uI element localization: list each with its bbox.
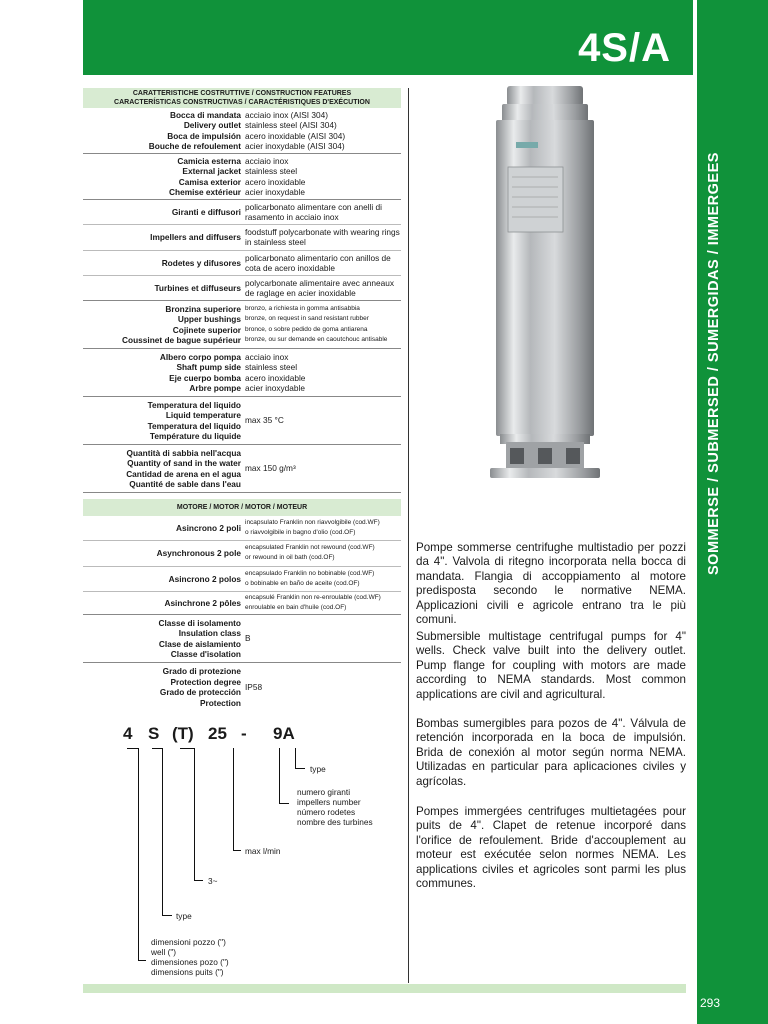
side-band-divider	[693, 0, 697, 1024]
line-flow-h	[233, 850, 241, 851]
protection-degree-row: Grado di protezione Protection degree Grado de protección Protection IP58	[159, 666, 263, 708]
line-phase-v	[194, 748, 195, 880]
code-part-impellers: 9A	[273, 724, 295, 743]
line-impellers-h	[279, 803, 289, 804]
construction-header: CARATTERISTICHE COSTRUTTIVE / CONSTRUCTION FEATURES CARACTERÍSTICAS CONSTRUCTIVAS / CARACTÉRISTIQUES D'EXÉCUTION	[83, 88, 401, 108]
motor-table	[83, 499, 401, 711]
sand-quantity-row: Quantità di sabbia nell'acqua Quantity of sand in the water Cantidad de arena en el agua Quantité de sable dans l'eau max 150 g/m³	[83, 445, 401, 493]
annotation-phase: 3~	[208, 876, 218, 886]
page-title: 4S/A	[578, 26, 671, 70]
impellers-row: Giranti e diffusori policarbonato alimentare con anelli di rasamento in acciaio inox Impellers and diffusers foodstuff polycarbonate with wearing rings in stainless steel Rodetes y difusores policarbonato alimentario con anillos de cota de acero inoxidable Turbines et diffuseurs polycarbonate alimentaire avec anneaux de raglage en acier inoxidable	[83, 200, 401, 301]
motor-type-row: Asincrono 2 poli incapsulato Franklin non riavvolgibile (cod.WF) o riavvolgibile in bagno d'olio (cod.OF) Asynchronous 2 pole encapsulated Franklin not rewound (cod.WF) or rewound in oil bath (cod.OF) Asincrono 2 polos encapsulado Franklin no bobinable (cod.WF) o bobinable en baño de aceite (cod.OF) Asinchrone 2 pôles encapsulé Franklin non re-enroulable (cod.WF) enroulable en bain d'huile (cod.OF)	[83, 516, 401, 615]
line-type-s-h	[162, 915, 172, 916]
liquid-temperature-row: Temperatura del liquido Liquid temperature Temperatura del liquido Température du liquide max 35 °C	[83, 397, 401, 445]
code-part-size: 4	[123, 724, 133, 743]
external-jacket-row: Camicia esterna External jacket Camisa exterior Chemise extérieur acciaio inox stainless steel acero inoxidable acier inoxydable	[83, 154, 401, 200]
column-divider	[408, 88, 409, 983]
line-phase-h	[194, 880, 203, 881]
shaft-row: Albero corpo pompa Shaft pump side Eje cuerpo bomba Arbre pompe acciaio inox stainless steel acero inoxidable acier inoxydable	[83, 349, 401, 397]
annotation-type-s: type	[176, 911, 192, 921]
description-spanish: Bombas sumergibles para pozos de 4". Válvula de retención incorporada en la boca de impulsión. Brida de conexión al motor según norma NEMA. Utilizadas en particular para aplicaciones civiles y agrícolas.	[416, 717, 686, 788]
motor-header: MOTORE / MOTOR / MOTOR / MOTEUR	[83, 499, 401, 516]
upper-bushings-row: Bronzina superiore Upper bushings Cojinete superior Coussinet de bague supérieur bronzo, a richiesta in gomma antisabbia bronze, on request in sand resistant rubber bronce, o sobre pedido de goma antiarena bronze, ou sur demande en caoutchouc antisable	[83, 301, 401, 349]
annotation-well: dimensioni pozzo (") well (") dimensiones pozo (") dimensions puits (")	[151, 937, 229, 977]
header-bar	[83, 0, 693, 75]
line-impellers-v	[279, 748, 280, 803]
construction-table	[83, 88, 401, 493]
line-flow-v	[233, 748, 234, 850]
line-phase-top	[180, 748, 194, 749]
code-part-phase: (T)	[172, 724, 194, 743]
code-part-type: S	[148, 724, 160, 743]
annotation-flow: max l/min	[245, 846, 281, 856]
line-well-h	[138, 960, 146, 961]
line-type-s-top	[152, 748, 162, 749]
line-well-v	[138, 748, 139, 960]
description-english: Submersible multistage centrifugal pumps for 4" wells. Check valve built into the delivery outlet. Pump flange for coupling with motors are made according to NEMA standards. Most common applications are civil and agricultural.	[416, 630, 686, 701]
code-part-dash: -	[241, 724, 247, 743]
code-part-flow: 25	[208, 724, 227, 743]
side-band	[693, 0, 768, 1024]
pump-image	[480, 82, 610, 482]
insulation-class-row: Classe di isolamento Insulation class Clase de aislamiento Classe d'isolation B	[83, 615, 401, 663]
line-well-top	[127, 748, 138, 749]
delivery-outlet-row: Bocca di mandata Delivery outlet Boca de impulsión Bouche de refoulement acciaio inox (AISI 304) stainless steel (AISI 304) acero inoxidable (AISI 304) acier inoxydable (AISI 304)	[83, 108, 401, 154]
annotation-impellers: numero giranti impellers number número rodetes nombre des turbines	[297, 787, 373, 827]
description-italian: Pompe sommerse centrifughe multistadio per pozzi da 4". Valvola di ritegno incorporata nella bocca di mandata. Flangia di accoppiamento al motore predisposta secondo le normative NEMA. Applicazioni civili e agricole entrano tra le più comuni.	[416, 541, 686, 627]
page-number: 293	[700, 996, 721, 1010]
bottom-bar	[83, 984, 686, 993]
annotation-type: type	[310, 764, 326, 774]
line-type-h	[295, 768, 305, 769]
line-type-v	[295, 748, 296, 768]
line-type-s-v	[162, 748, 163, 915]
description-french: Pompes immergées centrifuges multietagées pour puits de 4". Clapet de retenue incorporé dans l'orifice de refoulement. Bride d'accouplement au moteur est exécutée selon normes NEMA. Les applications civiles et agricoles sont parmi les plus communes.	[416, 805, 686, 891]
